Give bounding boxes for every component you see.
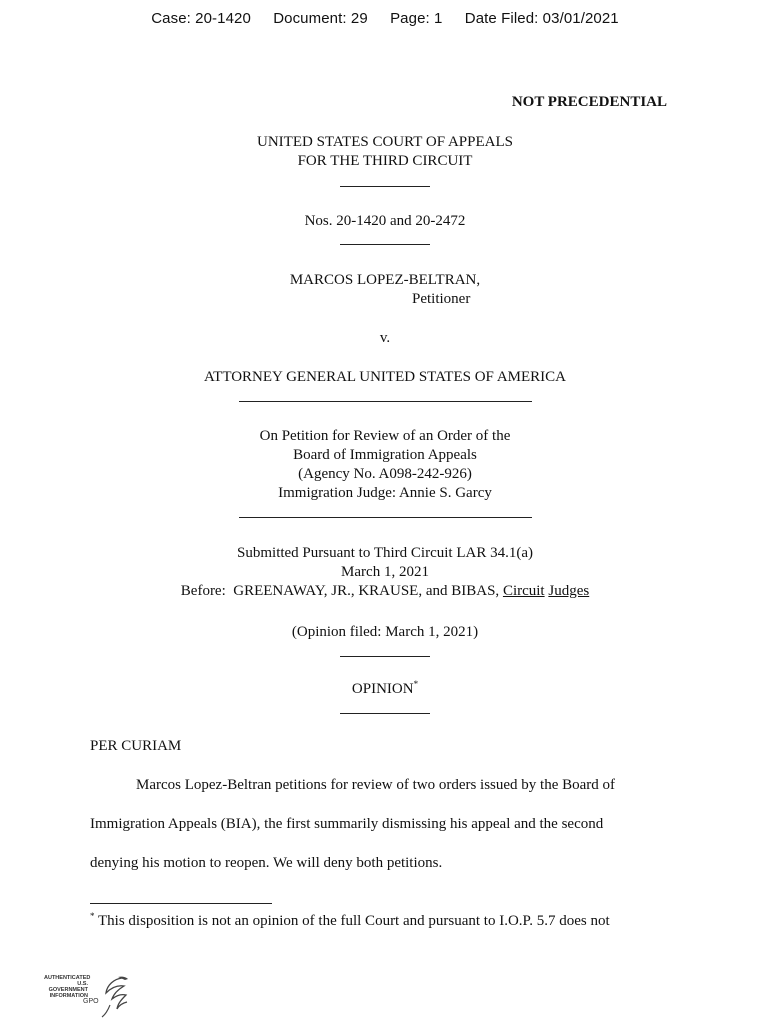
gpo-authentication-seal (44, 975, 134, 1019)
petition-line-3: (Agency No. A098-242-926) (298, 466, 472, 482)
petition-line-4: Immigration Judge: Annie S. Garcy (278, 485, 492, 501)
page-number: Page: 1 (390, 10, 443, 27)
divider (0, 244, 770, 245)
judges-word: Judges (548, 583, 590, 599)
divider (0, 186, 770, 187)
respondent: ATTORNEY GENERAL UNITED STATES OF AMERICA (204, 369, 566, 385)
eagle-icon (92, 975, 132, 1019)
document-number: Document: 29 (273, 10, 368, 27)
footnote: * This disposition is not an opinion of the full Court and pursuant to I.O.P. 5.7 does not (90, 911, 610, 929)
court-name (0, 133, 770, 171)
petition-block (0, 427, 770, 503)
per-curiam: PER CURIAM (90, 738, 182, 754)
opinion-filed: (Opinion filed: March 1, 2021) (291, 624, 479, 640)
paragraph-line-3: denying his motion to reopen. We will deny both petitions. (90, 855, 443, 871)
court-line-1: UNITED STATES COURT OF APPEALS (257, 134, 513, 150)
divider (0, 656, 770, 657)
petitioner-name: MARCOS LOPEZ-BELTRAN, (289, 272, 481, 288)
petition-line-1: On Petition for Review of an Order of the (259, 428, 511, 444)
footnote-divider (90, 903, 272, 904)
case-numbers: Nos. 20-1420 and 20-2472 (304, 213, 466, 229)
submission-date: March 1, 2021 (341, 564, 429, 580)
precedential-designation: NOT PRECEDENTIAL (511, 94, 667, 110)
case-number: Case: 20-1420 (151, 10, 251, 27)
versus: v. (379, 330, 391, 346)
petition-line-2: Board of Immigration Appeals (293, 447, 477, 463)
docket-header (0, 10, 770, 27)
divider (0, 517, 770, 518)
divider (0, 401, 770, 402)
seal-text: AUTHENTICATED U.S. GOVERNMENT INFORMATION (44, 975, 91, 999)
submission-block (0, 544, 770, 601)
paragraph-line-1: Marcos Lopez-Beltran petitions for review of two orders issued by the Board of (136, 777, 616, 793)
date-filed: Date Filed: 03/01/2021 (464, 10, 619, 27)
footnote-marker: * (90, 911, 95, 921)
submission-line: Submitted Pursuant to Third Circuit LAR 34.1(a) (237, 545, 533, 561)
court-line-2: FOR THE THIRD CIRCUIT (297, 153, 473, 169)
paragraph-line-2: Immigration Appeals (BIA), the first summarily dismissing his appeal and the second (90, 816, 604, 832)
petitioner-role: Petitioner (412, 291, 471, 307)
circuit-word: Circuit (502, 583, 545, 599)
footnote-marker: * (413, 679, 419, 689)
divider (0, 713, 770, 714)
panel-judges: Before: GREENAWAY, JR., KRAUSE, and BIBAS, Circuit Judges (180, 583, 590, 599)
gpo-label: GPO (83, 998, 99, 1005)
opinion-title: OPINION* (351, 679, 419, 697)
